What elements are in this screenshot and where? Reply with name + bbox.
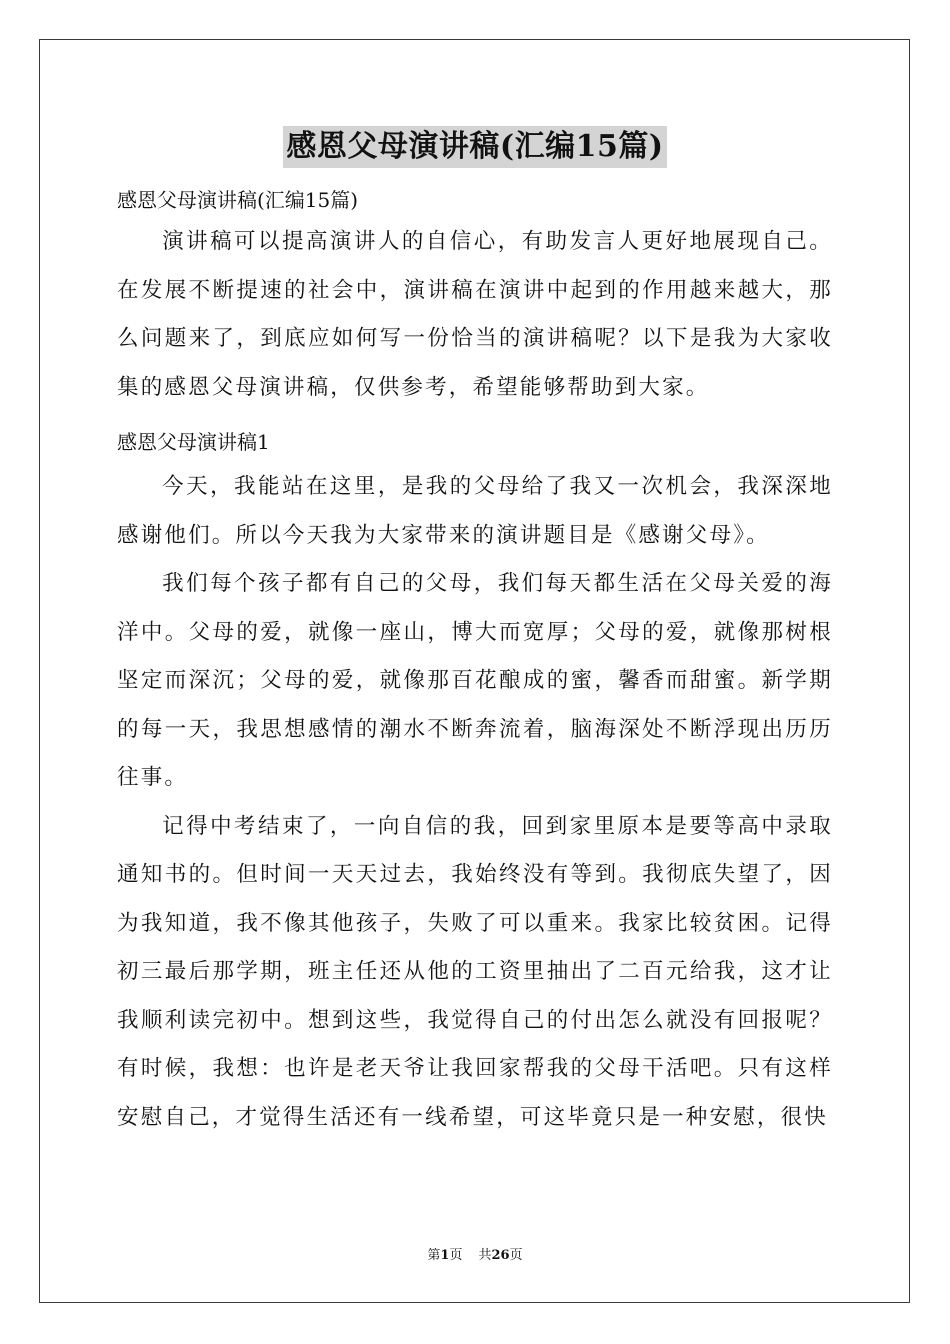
page-suffix: 页 <box>449 1248 463 1263</box>
title-container <box>117 126 833 172</box>
page-number: 1 <box>440 1248 450 1263</box>
document-body <box>117 126 833 1142</box>
body-paragraph-3: 记得中考结束了，一向自信的我，回到家里原本是要等高中录取通知书的。但时间一天天过去，我始终没有等到。我彻底失望了，因为我知道，我不像其他孩子，失败了可以重来。我家比较贫困。记得初三最后那学期，班主任还从他的工资里抽出了二百元给我，这才让我顺利读完初中。想到这些，我觉得自己的付出怎么就没有回报呢？有时候，我想：也许是老天爷让我回家帮我的父母干活吧。只有这样安慰自己，才觉得生活还有一线希望，可这毕竟只是一种安慰，很快 <box>117 813 833 1130</box>
intro-paragraph: 演讲稿可以提高演讲人的自信心，有助发言人更好地展现自己。在发展不断提速的社会中，演讲稿在演讲中起到的作用越来越大，那么问题来了，到底应如何写一份恰当的演讲稿呢？以下是我为大家收集的感恩父母演讲稿，仅供参考，希望能够帮助到大家。 <box>117 229 833 400</box>
page-footer <box>0 1247 950 1265</box>
total-prefix: 共 <box>478 1248 492 1263</box>
document-title: 感恩父母演讲稿(汇编15篇) <box>283 126 666 168</box>
total-pages: 26 <box>491 1248 510 1263</box>
page-prefix: 第 <box>427 1248 441 1263</box>
document-subtitle: 感恩父母演讲稿(汇编15篇) <box>117 188 359 212</box>
body-paragraph-1: 今天，我能站在这里，是我的父母给了我又一次机会，我深深地感谢他们。所以今天我为大家带来的演讲题目是《感谢父母》。 <box>117 474 833 548</box>
section-heading: 感恩父母演讲稿1 <box>117 430 270 454</box>
total-suffix: 页 <box>509 1248 523 1263</box>
body-paragraph-2: 我们每个孩子都有自己的父母，我们每天都生活在父母关爱的海洋中。父母的爱，就像一座山，博大而宽厚；父母的爱，就像那树根坚定而深沉；父母的爱，就像那百花酿成的蜜，馨香而甜蜜。新学期的每一天，我思想感情的潮水不断奔流着，脑海深处不断浮现出历历往事。 <box>117 571 833 790</box>
